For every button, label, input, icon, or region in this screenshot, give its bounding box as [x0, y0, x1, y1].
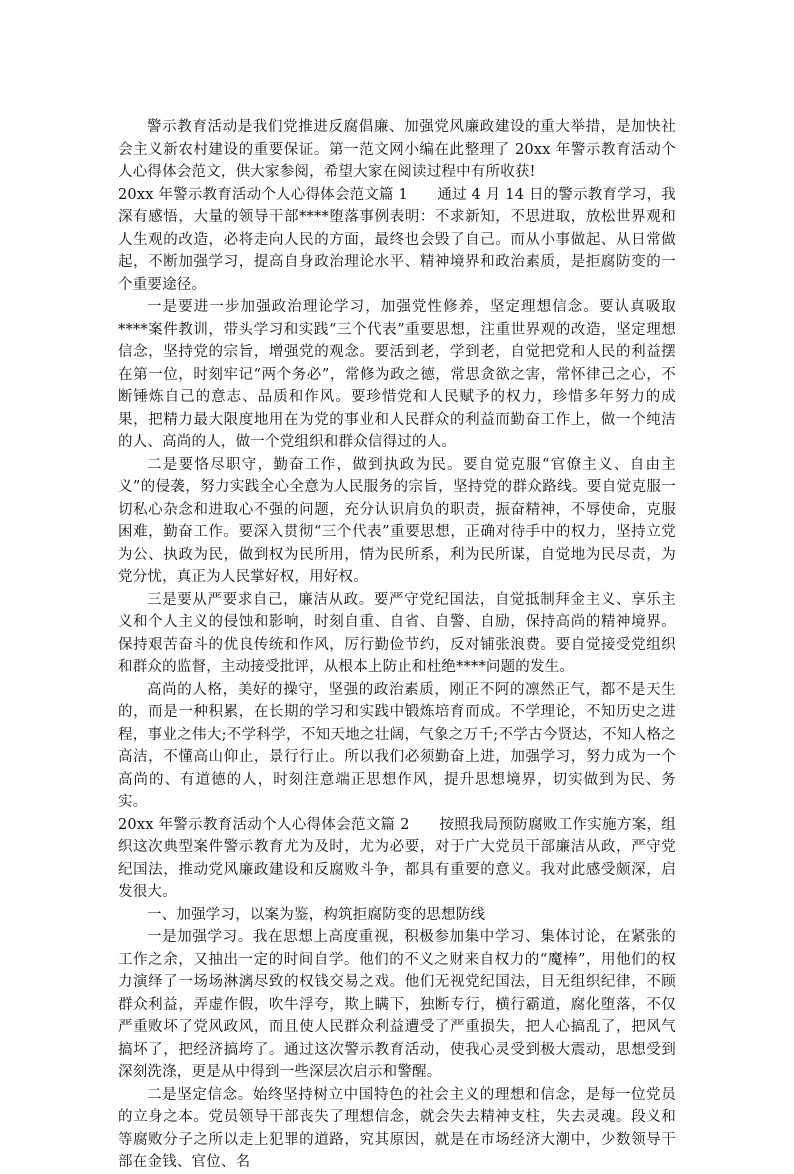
paragraph-intro: 警示教育活动是我们党推进反腐倡廉、加强党风廉政建设的重大举措，是加快社会主义新农村建设的重要保证。第一范文网小编在此整理了 20xx 年警示教育活动个人心得体会范文，供大家参阅，希望大家在阅读过程中有所收获! [118, 119, 676, 180]
document-body [118, 116, 676, 1174]
paragraph-point-2: 二是要恪尽职守，勤奋工作，做到执政为民。要自觉克服“官僚主义、自由主义”的侵袭，努力实践全心全意为人民服务的宗旨，坚持党的群众路线。要自觉克服一切私心杂念和进取心不强的问题，充分认识肩负的职责，振奋精神，不辱使命，克服困难，勤奋工作。要深入贯彻“三个代表”重要思想，正确对待手中的权力，坚持立党为公、执政为民，做到权为民所用，情为民所系，利为民所谋，自觉地为民尽责，为党分忧，真正为人民掌好权，用好权。 [118, 456, 676, 585]
paragraph-belief: 二是坚定信念。始终坚持树立中国特色的社会主义的理想和信念，是每一位党员的立身之本。党员领导干部丧失了理想信念，就会失去精神支柱，失去灵魂。段义和等腐败分子之所以走上犯罪的道路，究其原因，就是在市场经济大潮中，少数领导干部在金钱、官位、名 [118, 1086, 676, 1170]
paragraph-study: 一是加强学习。我在思想上高度重视，积极参加集中学习、集体讨论，在紧张的工作之余，又抽出一定的时间自学。他们的不义之财来自权力的“魔棒”，用他们的权力演绎了一场场淋漓尽致的权钱交易之戏。他们无视党纪国法，目无组织纪律，不顾群众利益，弄虚作假，吹牛浮夸，欺上瞒下，独断专行，横行霸道，腐化堕落，不仅严重败坏了党风政风，而且使人民群众利益遭受了严重损失，把人心搞乱了，把风气搞坏了，把经济搞垮了。通过这次警示教育活动，使我心灵受到极大震动，思想受到深刻洗涤，更是从中得到一些深层次启示和警醒。 [118, 929, 676, 1080]
paragraph-point-1: 一是要进一步加强政治理论学习，加强党性修养，坚定理想信念。要认真吸取****案件教训，带头学习和实践“三个代表”重要思想，注重世界观的改造，坚定理想信念，坚持党的宗旨，增强党的观念。要活到老，学到老，自觉把党和人民的利益摆在第一位，时刻牢记“两个务必”，常修为政之德，常思贪欲之害，常怀律己之心，不断锤炼自己的意志、品质和作风。要珍惜党和人民赋予的权力，珍惜多年努力的成果，把精力最大限度地用在为党的事业和人民群众的利益而勤奋工作上，做一个纯洁的人、高尚的人，做一个党组织和群众信得过的人。 [118, 299, 676, 450]
paragraph-essay-2-heading: 20xx 年警示教育活动个人心得体会范文篇 2 按照我局预防腐败工作实施方案，组织这次典型案件警示教育尤为及时，尤为必要，对于广大党员干部廉洁从政，严守党纪国法，推动党风廉政建设和反腐败斗争，都具有重要的意义。我对此感受颇深，启发很大。 [118, 816, 676, 900]
section-heading-1: 一、加强学习，以案为鉴，构筑拒腐防变的思想防线 [147, 906, 486, 923]
paragraph-essay-1-heading: 20xx 年警示教育活动个人心得体会范文篇 1 通过 4 月 14 日的警示教育学习，我深有感悟，大量的领导干部****堕落事例表明：不求新知，不思进取，放松世界观和人生观的改造，必将走向人民的方面，最终也会毁了自己。而从小事做起、从日常做起，不断加强学习，提高自身政治理论水平、精神境界和政治素质，是拒腐防变的一个重要途径。 [118, 186, 676, 293]
paragraph-character: 高尚的人格，美好的操守，坚强的政治素质，刚正不阿的凛然正气，都不是天生的，而是一种积累，在长期的学习和实践中锻炼培育而成。不学理论，不知历史之进程，事业之伟大;不学科学，不知天地之壮阔，气象之万千;不学古今贤达，不知人格之高洁，不懂高山仰止，景行行止。所以我们必须勤奋上进，加强学习，努力成为一个高尚的、有道德的人，时刻注意端正思想作风，提升思想境界，切实做到为民、务实。 [118, 681, 676, 810]
paragraph-point-3: 三是要从严要求自己，廉洁从政。要严守党纪国法，自觉抵制拜金主义、享乐主义和个人主义的侵蚀和影响，时刻自重、自省、自警、自励，保持高尚的精神境界。保持艰苦奋斗的优良传统和作风，厉行勤俭节约，反对铺张浪费。要自觉接受党组织和群众的监督，主动接受批评，从根本上防止和杜绝****问题的发生。 [118, 591, 676, 675]
